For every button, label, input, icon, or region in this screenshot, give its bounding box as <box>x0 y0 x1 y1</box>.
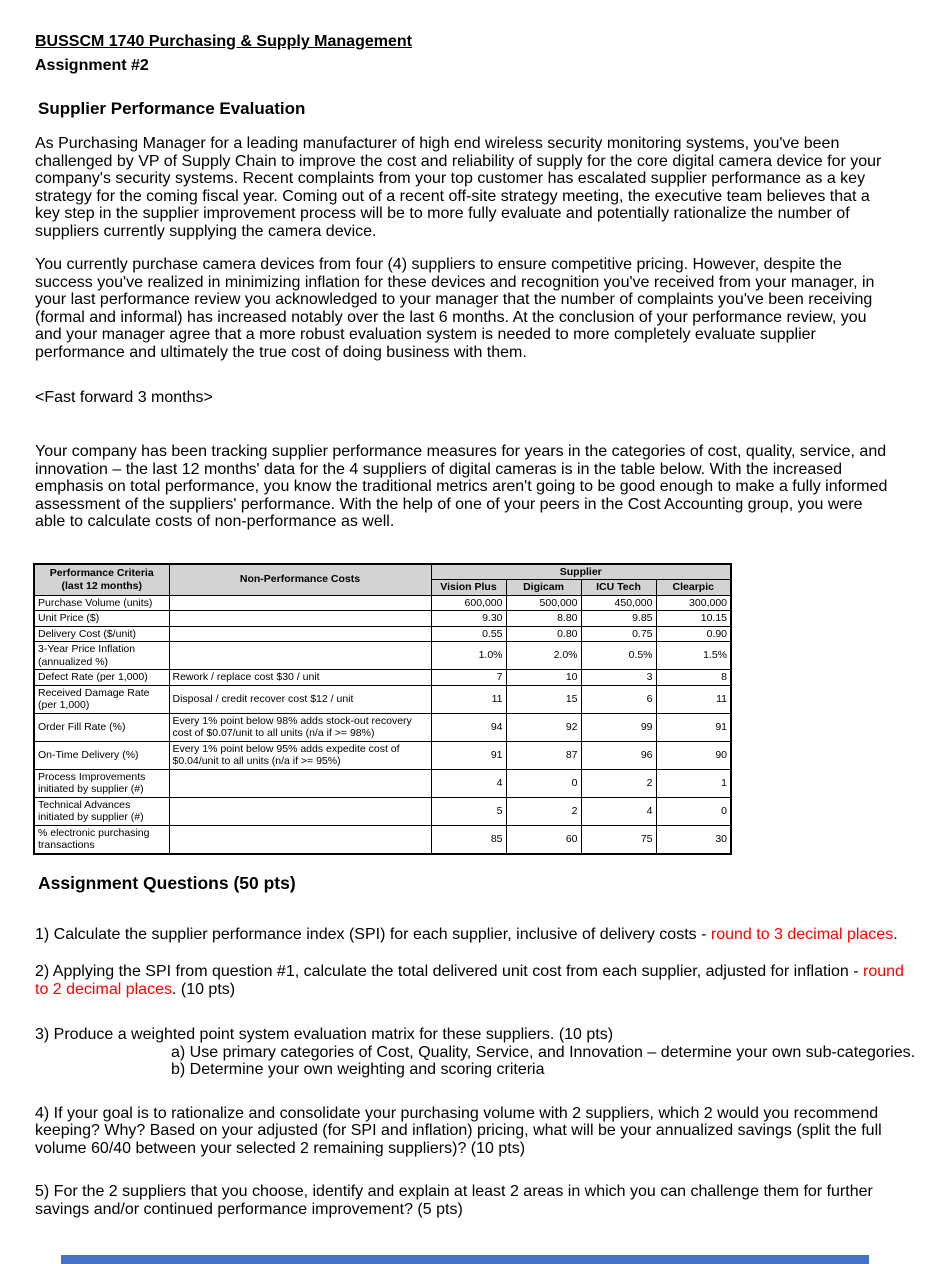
criteria-cell: % electronic purchasing transactions <box>34 825 169 854</box>
supplier-header-clearpic: Clearpic <box>656 580 731 596</box>
cost-cell <box>169 642 431 670</box>
value-cell: 10.15 <box>656 611 731 627</box>
value-cell: 0 <box>656 797 731 825</box>
cost-cell <box>169 769 431 797</box>
value-cell: 0.75 <box>581 626 656 642</box>
cost-cell <box>169 595 431 611</box>
supplier-header-vision-plus: Vision Plus <box>431 580 506 596</box>
value-cell: 0 <box>506 769 581 797</box>
question-2-end: . (10 pts) <box>171 980 236 998</box>
value-cell: 90 <box>656 741 731 769</box>
value-cell: 10 <box>506 670 581 686</box>
value-cell: 0.5% <box>581 642 656 670</box>
value-cell: 2 <box>506 797 581 825</box>
value-cell: 91 <box>431 741 506 769</box>
value-cell: 15 <box>506 685 581 713</box>
value-cell: 8.80 <box>506 611 581 627</box>
value-cell: 300,000 <box>656 595 731 611</box>
question-2-text: 2) Applying the SPI from question #1, calculate the total delivered unit cost from each supplier, adjusted for inflation - <box>35 963 864 980</box>
value-cell: 5 <box>431 797 506 825</box>
value-cell: 4 <box>431 769 506 797</box>
intro-paragraph-3: Your company has been tracking supplier performance measures for years in the categories of cost, quality, service, and innovation – the last 12 months' data for the 4 suppliers of digital cameras is in the table below. With the increased emphasis on total performance, you know the traditional metrics aren't going to be good enough to make a fully informed assessment of the suppliers' performance. With the help of one of your peers in the Cost Accounting group, you were able to calculate costs of non-performance as well. <box>35 443 888 530</box>
table-row <box>34 595 731 611</box>
value-cell: 2.0% <box>506 642 581 670</box>
section-heading-assignment-questions: Assignment Questions (50 pts) <box>38 872 296 893</box>
value-cell: 30 <box>656 825 731 854</box>
value-cell: 60 <box>506 825 581 854</box>
criteria-cell: Technical Advances initiated by supplier (#) <box>34 797 169 825</box>
criteria-column-header <box>34 564 169 596</box>
criteria-cell: Defect Rate (per 1,000) <box>34 670 169 686</box>
value-cell: 9.30 <box>431 611 506 627</box>
criteria-header-line2: (last 12 months) <box>61 579 142 592</box>
question-1-red-note: round to 3 decimal places <box>710 925 894 943</box>
value-cell: 94 <box>431 713 506 741</box>
question-3: 3) Produce a weighted point system evaluation matrix for these suppliers. (10 pts) <box>35 1026 614 1043</box>
cost-cell <box>169 797 431 825</box>
cost-cell: Every 1% point below 98% adds stock-out recovery cost of $0.07/unit to all units (n/a if >= 98%) <box>169 713 431 741</box>
value-cell: 11 <box>656 685 731 713</box>
value-cell: 450,000 <box>581 595 656 611</box>
value-cell: 92 <box>506 713 581 741</box>
criteria-cell: Order Fill Rate (%) <box>34 713 169 741</box>
question-3b: b) Determine your own weighting and scoring criteria <box>171 1061 545 1078</box>
criteria-cell: Delivery Cost ($/unit) <box>34 626 169 642</box>
table-row <box>34 611 731 627</box>
supplier-performance-table <box>33 563 732 855</box>
value-cell: 1.5% <box>656 642 731 670</box>
value-cell: 91 <box>656 713 731 741</box>
value-cell: 75 <box>581 825 656 854</box>
value-cell: 0.90 <box>656 626 731 642</box>
question-1-text: 1) Calculate the supplier performance index (SPI) for each supplier, inclusive of delivery costs - <box>35 925 711 943</box>
cost-cell <box>169 611 431 627</box>
value-cell: 85 <box>431 825 506 854</box>
question-1-end: . <box>893 925 898 943</box>
value-cell: 99 <box>581 713 656 741</box>
table-row <box>34 797 731 825</box>
table-row <box>34 825 731 854</box>
cost-cell <box>169 626 431 642</box>
value-cell: 600,000 <box>431 595 506 611</box>
value-cell: 4 <box>581 797 656 825</box>
assignment-number: Assignment #2 <box>35 57 149 74</box>
value-cell: 1.0% <box>431 642 506 670</box>
course-title: BUSSCM 1740 Purchasing & Supply Management <box>35 33 412 50</box>
non-performance-costs-header: Non-Performance Costs <box>169 564 431 596</box>
value-cell: 9.85 <box>581 611 656 627</box>
value-cell: 2 <box>581 769 656 797</box>
question-5: 5) For the 2 suppliers that you choose, identify and explain at least 2 areas in which you can challenge them for further savings and/or continued performance improvement? (5 pts) <box>35 1183 873 1218</box>
value-cell: 500,000 <box>506 595 581 611</box>
table-row <box>34 626 731 642</box>
criteria-cell: Process Improvements initiated by supplier (#) <box>34 769 169 797</box>
criteria-cell: Purchase Volume (units) <box>34 595 169 611</box>
value-cell: 11 <box>431 685 506 713</box>
intro-paragraph-2: You currently purchase camera devices from four (4) suppliers to ensure competitive pricing. However, despite the success you've realized in minimizing inflation for these devices and recognition you've received from your manager, in your last performance review you acknowledged to your manager that the number of complaints you've been receiving (formal and informal) has increased notably over the last 6 months. At the conclusion of your performance review, you and your manager agree that a more robust evaluation system is needed to more completely evaluate supplier performance and ultimately the true cost of doing business with them. <box>35 256 875 361</box>
value-cell: 0.80 <box>506 626 581 642</box>
cost-cell: Disposal / credit recover cost $12 / unit <box>169 685 431 713</box>
value-cell: 3 <box>581 670 656 686</box>
table-row <box>34 642 731 670</box>
value-cell: 1 <box>656 769 731 797</box>
question-2-red-note: round to 2 decimal places <box>35 963 904 998</box>
value-cell: 6 <box>581 685 656 713</box>
value-cell: 96 <box>581 741 656 769</box>
table-header-row-group <box>34 564 731 580</box>
value-cell: 7 <box>431 670 506 686</box>
question-3a: a) Use primary categories of Cost, Quality, Service, and Innovation – determine your own sub-categories. <box>171 1043 916 1061</box>
criteria-header-line1: Performance Criteria <box>49 567 154 579</box>
fast-forward-note: <Fast forward 3 months> <box>35 389 213 406</box>
criteria-cell: Unit Price ($) <box>34 611 169 627</box>
cost-cell: Rework / replace cost $30 / unit <box>169 670 431 686</box>
section-heading-supplier-performance: Supplier Performance Evaluation <box>38 99 306 118</box>
table-row <box>34 769 731 797</box>
table-row <box>34 741 731 769</box>
criteria-cell: On-Time Delivery (%) <box>34 741 169 769</box>
supplier-header-digicam: Digicam <box>506 580 581 596</box>
question-4: 4) If your goal is to rationalize and consolidate your purchasing volume with 2 suppliers, which 2 would you recommend keeping? Why? Based on your adjusted (for SPI and inflation) pricing, what will be your annualized savings (split the full volume 60/40 between your selected 2 remaining suppliers)? (10 pts) <box>35 1104 882 1157</box>
question-1 <box>35 926 905 944</box>
intro-paragraph-1: As Purchasing Manager for a leading manufacturer of high end wireless security monitoring systems, you've been challenged by VP of Supply Chain to improve the cost and reliability of supply for the core digital camera device for your company's security systems. Recent complaints from your top customer has escalated supplier performance as a key strategy for the coming fiscal year. Coming out of a recent off-site strategy meeting, the executive team believes that a key step in the supplier improvement process will be to more fully evaluate and potentially rationalize the number of suppliers currently supplying the camera device. <box>35 135 882 240</box>
value-cell: 87 <box>506 741 581 769</box>
cost-cell <box>169 825 431 854</box>
value-cell: 0.55 <box>431 626 506 642</box>
criteria-cell: Received Damage Rate (per 1,000) <box>34 685 169 713</box>
table-row <box>34 713 731 741</box>
supplier-group-header: Supplier <box>431 564 731 580</box>
table-row <box>34 670 731 686</box>
criteria-cell: 3-Year Price Inflation (annualized %) <box>34 642 169 670</box>
supplier-header-icu-tech: ICU Tech <box>581 580 656 596</box>
question-2 <box>35 963 905 998</box>
bottom-blue-bar <box>61 1255 869 1264</box>
value-cell: 8 <box>656 670 731 686</box>
cost-cell: Every 1% point below 95% adds expedite cost of $0.04/unit to all units (n/a if >= 95%) <box>169 741 431 769</box>
table-row <box>34 685 731 713</box>
